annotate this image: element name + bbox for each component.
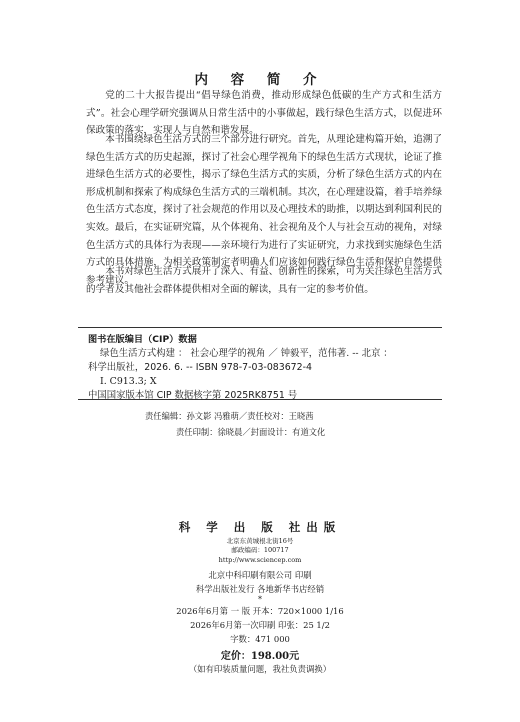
cip-top-rule <box>78 327 442 328</box>
summary-paragraph-1: 党的二十大报告提出“倡导绿色消费，推动形成绿色低碳的生产方式和生活方式”。社会心理学研究强调从日常生活中的小事做起，践行绿色生活方式，以促进环保政策的落实，实现人与自然和谐发展。 <box>86 90 442 137</box>
printer-line: 北京中科印刷有限公司 印刷 <box>208 570 312 580</box>
edition-line: 2026年6月第 一 版 开本：720×1000 1/16 <box>176 606 344 616</box>
cip-title: 图书在版编目（CIP）数据 <box>88 334 197 345</box>
cip-bottom-rule <box>78 399 442 400</box>
distribution-line: 科学出版社发行 各地新华书店经销 <box>195 584 325 594</box>
cip-line-2: 科学出版社，2026. 6. -- ISBN 978-7-03-083672-4 <box>88 362 312 373</box>
price: 定价：198.00元 <box>220 651 300 662</box>
production-credits: 责任印制：徐晓晨／封面设计：有道文化 <box>176 427 326 437</box>
quality-notice: （如有印装质量问题，我社负责调换） <box>188 664 332 674</box>
summary-paragraph-3: 本书对绿色生活方式展开了深入、有益、创新性的探索，可为关注绿色生活方式的学者及其他社会群体提供相对全面的解读，具有一定的参考价值。 <box>86 266 442 295</box>
editor-credits: 责任编辑：孙文影 冯雅萌／责任校对：王晓茜 <box>145 411 314 421</box>
printing-line: 2026年6月第一次印刷 印张：25 1/2 <box>190 620 330 630</box>
publisher-postcode: 邮政编码：100717 <box>231 546 289 554</box>
cip-line-4: 中国国家版本馆 CIP 数据核字第 2025RK8751 号 <box>88 390 298 401</box>
word-count: 字数：471 000 <box>230 634 290 644</box>
summary-heading: 内 容 简 介 <box>194 72 326 88</box>
separator-asterisk: * <box>258 595 262 604</box>
summary-paragraph-2: 本书围绕绿色生活方式的三个部分进行研究。首先，从理论建构篇开始，追溯了绿色生活方式的历史起源，探讨了社会心理学视角下的绿色生活方式现状，论证了推进绿色生活方式的必要性，揭示了绿色生活方式的实质，分析了绿色生活方式的内在形成机制和探索了构成绿色生活方式的三端机制。其次，在心理建设篇，着手培养绿色生活方式态度，探讨了社会规范的作用以及心理技术的助推，以期达到利国利民的实效。最后，在实证研究篇，从个体视角、社会视角及个人与社会互动的视角，对绿色生活方式的具体行为表现——亲环境行为进行了实证研究，力求找到实施绿色生活方式的具体措施，为相关政策制定者明确人们应该如何践行绿色生活和保护自然提供参考建议。 <box>86 134 442 286</box>
publisher-website: http://www.sciencep.com <box>218 556 302 564</box>
cip-line-3: Ⅰ. C913.3; X <box>100 376 157 387</box>
cip-line-1: 绿色生活方式构建 ： 社会心理学的视角 ／ 钟毅平，范伟著. -- 北京 ： <box>100 348 393 359</box>
publisher-address: 北京东黄城根北街16号 <box>226 537 294 545</box>
publisher-name: 科 学 出 版 社出版 <box>178 520 342 534</box>
